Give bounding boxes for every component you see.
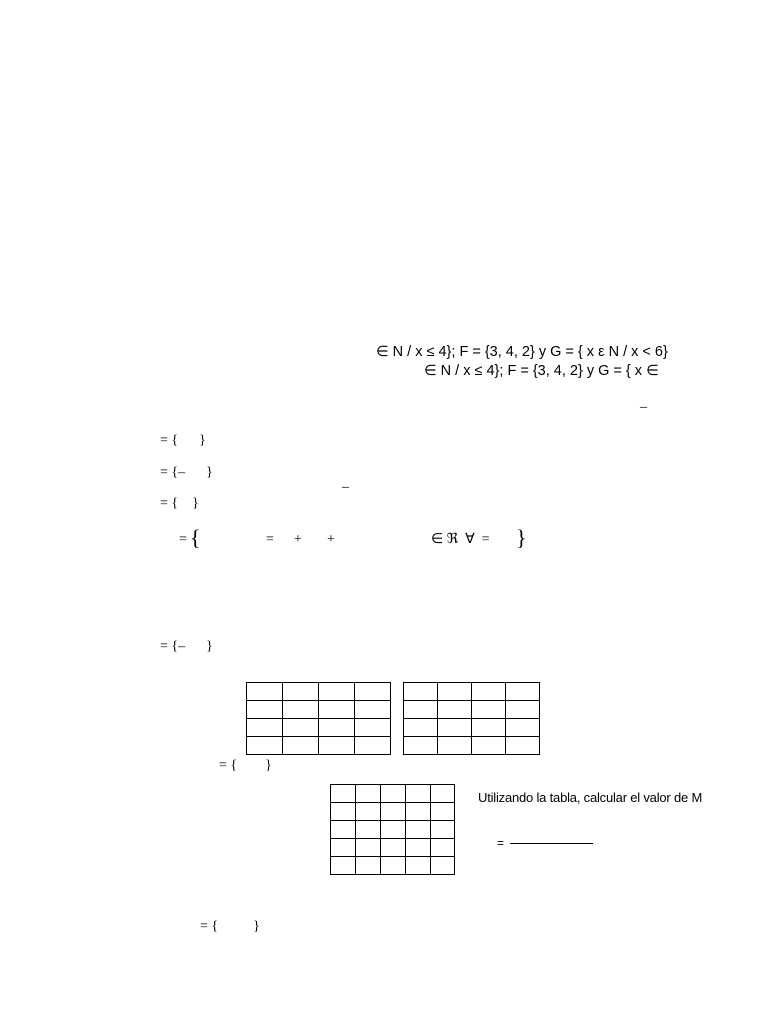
set-fragment-6: = { }: [219, 758, 272, 773]
set-fragment-4-close-brace: }: [516, 525, 527, 550]
answer-equals-sign: =: [497, 836, 505, 850]
set-fragment-1: = { }: [160, 433, 206, 448]
empty-table-c: [330, 784, 455, 875]
set-fragment-4-plus-2: +: [327, 532, 335, 547]
answer-blank-line[interactable]: [510, 843, 593, 844]
empty-table-a: [246, 682, 391, 755]
set-fragment-3: = { }: [160, 496, 199, 511]
set-fragment-4-equals: =: [266, 532, 274, 547]
set-fragment-7: = { }: [200, 919, 260, 934]
empty-table-b: [403, 682, 540, 755]
set-fragment-4-open-brace: {: [190, 525, 201, 550]
set-fragment-4-plus-1: +: [294, 532, 302, 547]
set-fragment-4-eq: =: [179, 532, 187, 547]
table-instruction-text: Utilizando la tabla, calcular el valor de M: [478, 790, 703, 805]
set-fragment-4-condition: ∈ ℜ ∀ =: [431, 532, 490, 547]
set-definition-line-1: ∈ N / x ≤ 4}; F = {3, 4, 2} y G = { x ε N / x < 6}: [376, 344, 668, 360]
set-fragment-5: = {– }: [160, 639, 213, 654]
set-definition-line-2: ∈ N / x ≤ 4}; F = {3, 4, 2} y G = { x ∈: [424, 363, 659, 379]
stray-dash-middle: _: [342, 475, 349, 490]
stray-dash-top: _: [640, 395, 647, 410]
set-fragment-2: = {– }: [160, 465, 213, 480]
